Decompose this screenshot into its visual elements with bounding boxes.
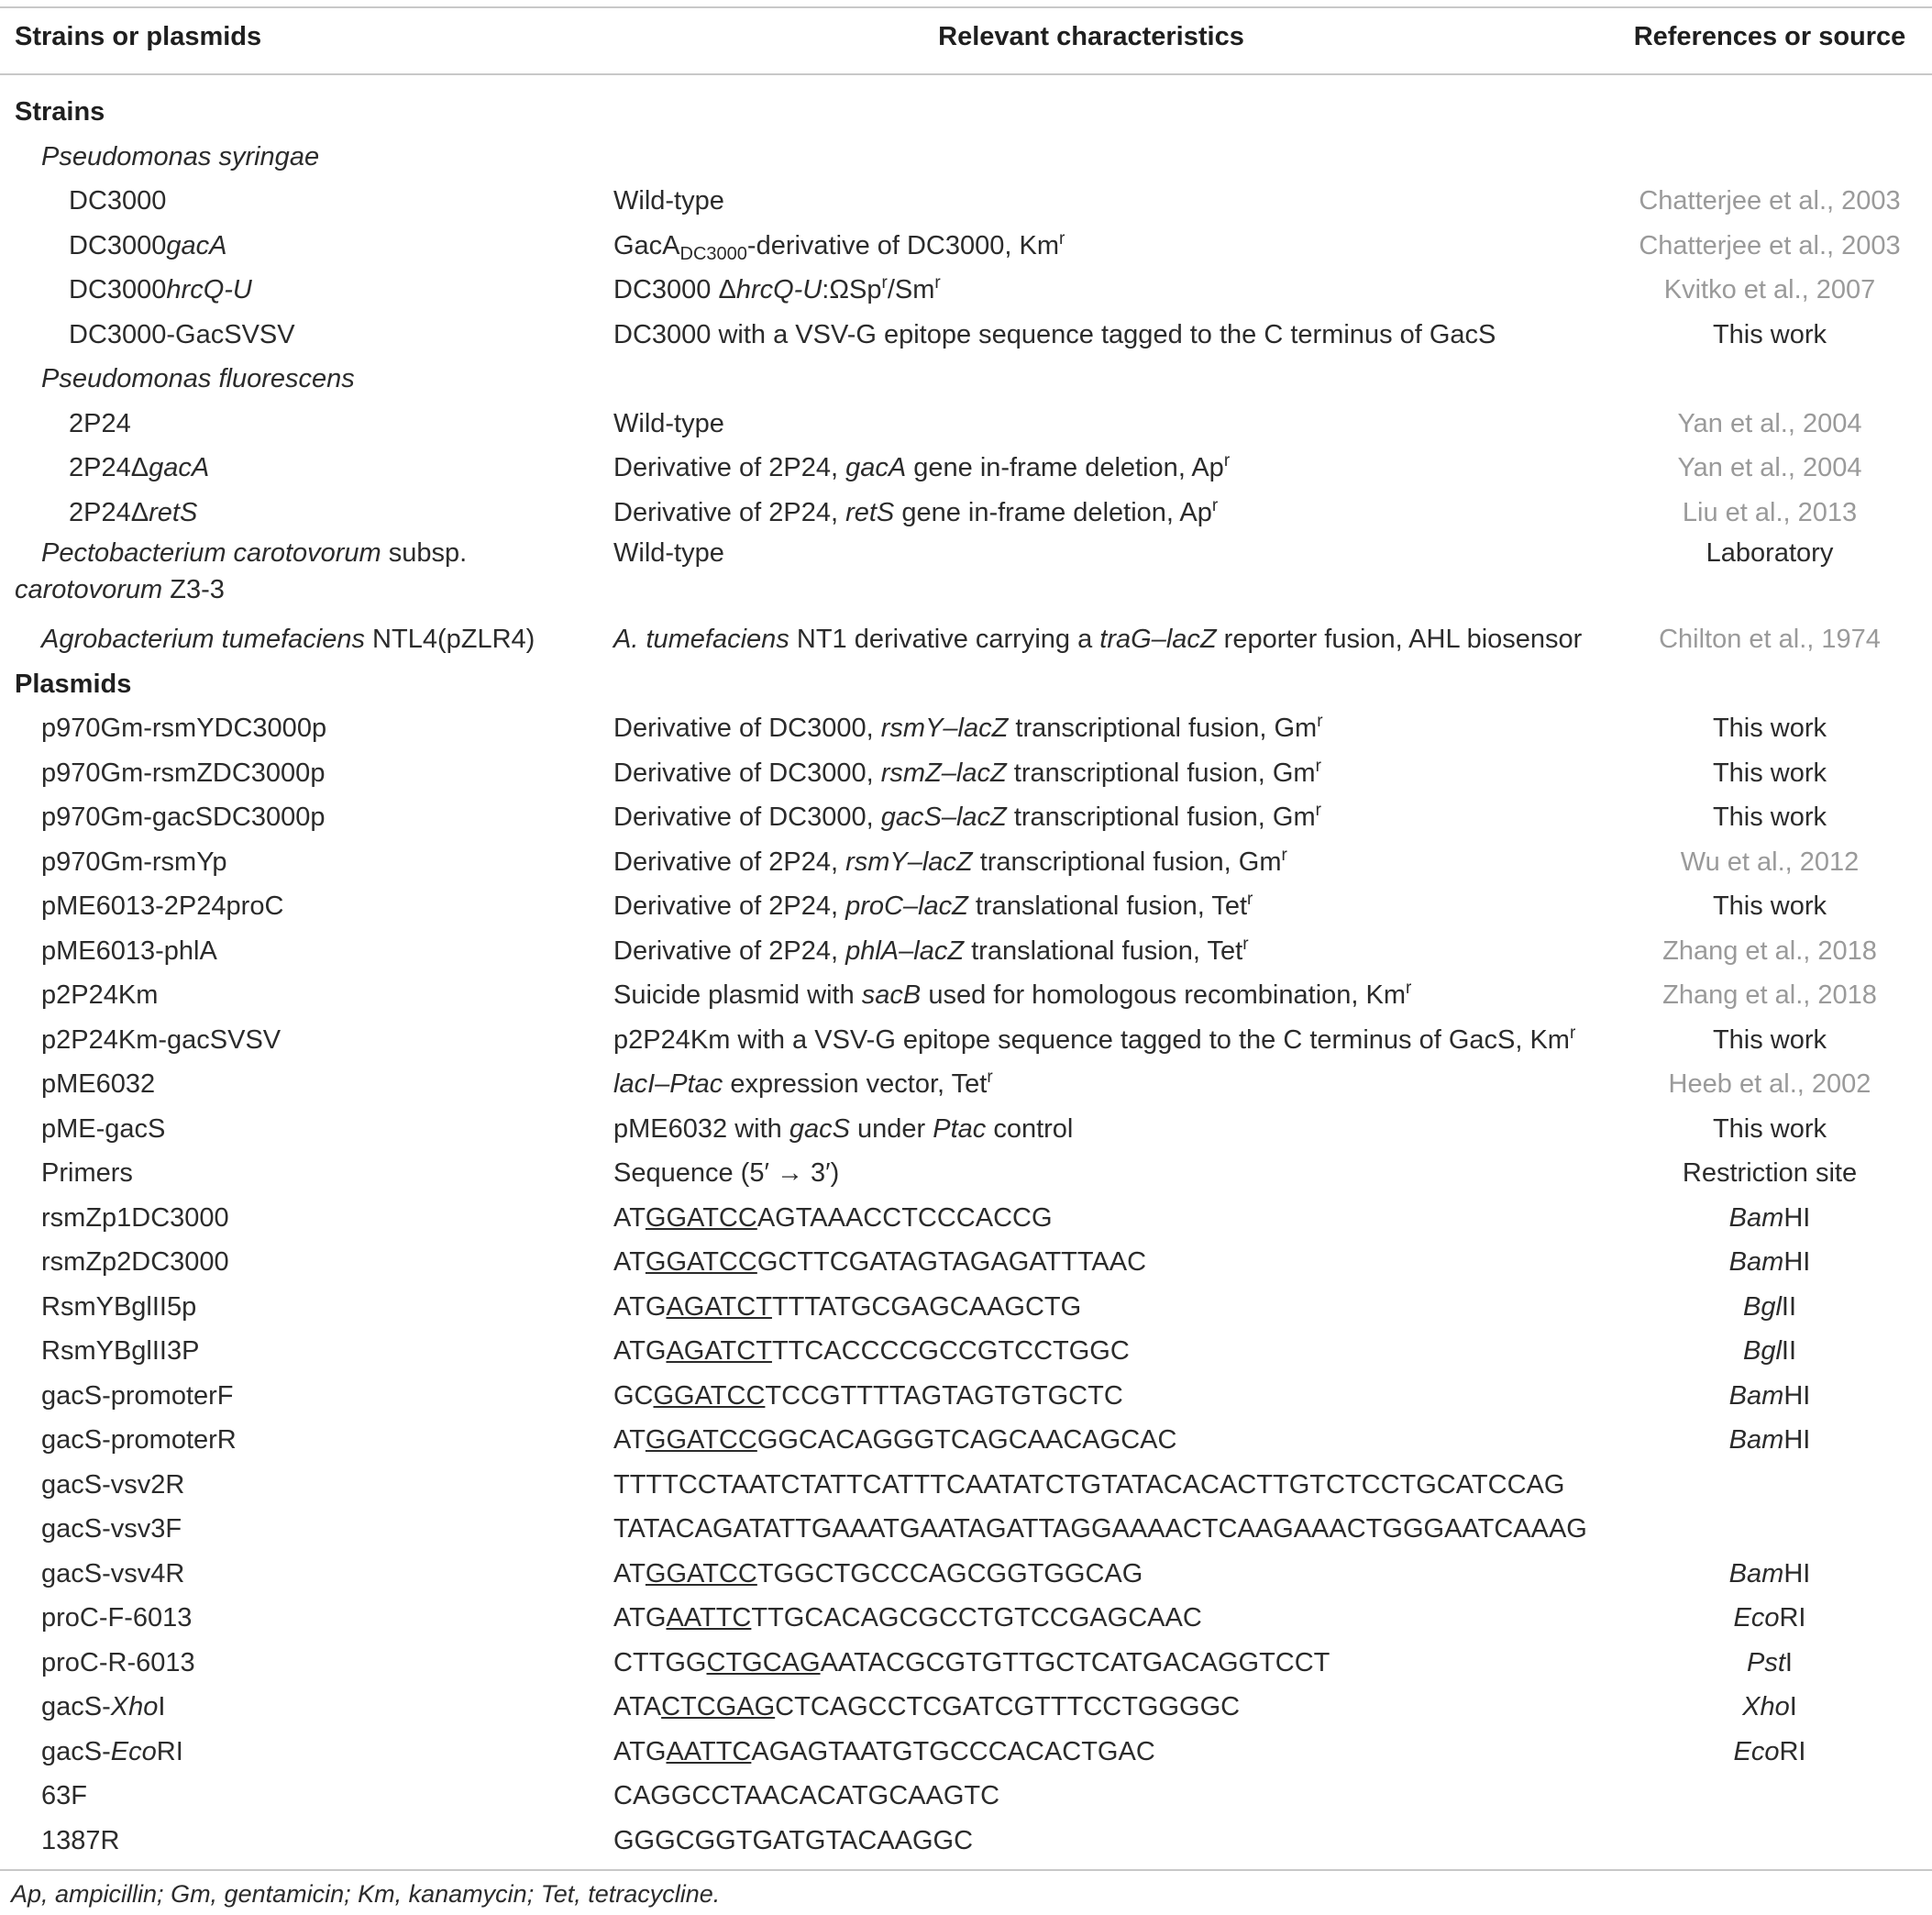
- table-row: [0, 929, 1932, 974]
- reference-cell: Zhang et al., 2018: [1662, 980, 1877, 1010]
- characteristics-cell: ATGGATCCGCTTCGATAGTAGAGATTTAAC: [613, 1247, 1147, 1277]
- reference-cell: Heeb et al., 2002: [1668, 1069, 1871, 1099]
- row-name-cell: gacS-XhoI: [41, 1692, 166, 1721]
- row-name-cell: 63F: [41, 1781, 87, 1810]
- reference-cell: Chatterjee et al., 2003: [1639, 186, 1901, 216]
- row-name-cell: Primers: [41, 1158, 133, 1188]
- reference-cell: This work: [1712, 1113, 1827, 1144]
- characteristics-cell: Sequence (5′ → 3′): [613, 1158, 840, 1188]
- characteristics-cell: p2P24Km with a VSV-G epitope sequence tagged to the C terminus of GacS, Km$^r$: [613, 1023, 1576, 1055]
- row-name-cell: p970Gm-gacSDC3000p: [41, 803, 326, 832]
- row-name-cell: gacS-EcoRI: [41, 1736, 183, 1766]
- row-name-cell: Agrobacterium tumefaciens NTL4(pZLR4): [41, 625, 535, 654]
- table-row: [0, 313, 1932, 358]
- characteristics-cell: Derivative of 2P24, gacA gene in-frame deletion, Ap$^r$: [613, 451, 1231, 482]
- reference-cell: XhoI: [1742, 1692, 1797, 1721]
- row-name-cell: pME-gacS: [41, 1113, 166, 1144]
- characteristics-cell: GGGCGGTGATGTACAAGGC: [613, 1825, 974, 1855]
- characteristics-cell: ATGGATCCGGCACAGGGTCAGCAACAGCAC: [613, 1425, 1177, 1455]
- characteristics-cell: lacI–Ptac expression vector, Tet$^r$: [613, 1068, 993, 1099]
- row-name-cell: gacS-promoterR: [41, 1425, 237, 1455]
- row-name-cell: p970Gm-rsmYDC3000p: [41, 714, 327, 743]
- reference-cell: EcoRI: [1733, 1736, 1806, 1766]
- characteristics-cell: DC3000 with a VSV-G epitope sequence tagged to the C terminus of GacS: [613, 319, 1496, 349]
- row-name-cell: 1387R: [41, 1825, 120, 1855]
- reference-cell: Wu et al., 2012: [1680, 847, 1860, 877]
- header-rule: [0, 73, 1932, 75]
- row-name-cell: gacS-vsv3F: [41, 1514, 182, 1544]
- reference-cell: BamHI: [1728, 1380, 1811, 1411]
- table-row: [0, 1329, 1932, 1374]
- characteristics-cell: ATGAGATCTTTTATGCGAGCAAGCTG: [613, 1291, 1082, 1322]
- group-heading: [0, 135, 1932, 180]
- header-references-or-source: References or source: [1633, 22, 1906, 51]
- characteristics-cell: Wild-type: [613, 408, 724, 438]
- characteristics-cell: ATGAATTCTTGCACAGCGCCTGTCCGAGCAAC: [613, 1603, 1202, 1633]
- reference-cell: BamHI: [1728, 1558, 1811, 1588]
- characteristics-cell: Wild-type: [613, 538, 724, 568]
- table-row: [0, 1774, 1932, 1819]
- table-row: [0, 1418, 1932, 1463]
- table-row: [0, 1107, 1932, 1152]
- table-row: [0, 1819, 1932, 1864]
- characteristics-cell: CTTGGCTGCAGAATACGCGTGTTGCTCATGACAGGTCCT: [613, 1647, 1330, 1677]
- row-name-cell: proC-F-6013: [41, 1603, 193, 1633]
- reference-cell: Chatterjee et al., 2003: [1639, 230, 1901, 260]
- characteristics-cell: Derivative of DC3000, rsmY–lacZ transcriptional fusion, Gm$^r$: [613, 712, 1323, 743]
- reference-cell: BglII: [1742, 1336, 1797, 1366]
- table-row: [0, 840, 1932, 885]
- footnote: Ap, ampicillin; Gm, gentamicin; Km, kanamycin; Tet, tetracycline.: [11, 1880, 721, 1908]
- section-heading: [0, 90, 1932, 135]
- row-name-cell: 2P24ΔgacA: [69, 453, 210, 482]
- table-row: [0, 973, 1932, 1018]
- table-row: [0, 1507, 1932, 1552]
- characteristics-cell: Derivative of 2P24, phlA–lacZ translational fusion, Tet$^r$: [613, 934, 1249, 966]
- row-name-cell: p2P24Km: [41, 980, 159, 1010]
- characteristics-cell: Derivative of 2P24, rsmY–lacZ transcriptional fusion, Gm$^r$: [613, 845, 1287, 877]
- characteristics-cell: ATGGATCCAGTAAACCTCCCACCG: [613, 1202, 1053, 1233]
- reference-cell: This work: [1712, 1024, 1827, 1055]
- table-row: [0, 1018, 1932, 1063]
- characteristics-cell: Derivative of 2P24, proC–lacZ translational fusion, Tet$^r$: [613, 890, 1253, 921]
- reference-cell: This work: [1712, 758, 1827, 788]
- characteristics-cell: DC3000 ΔhrcQ-U:ΩSp$^r$/Sm$^r$: [613, 273, 941, 304]
- reference-cell: PstI: [1747, 1647, 1793, 1677]
- table-row: [0, 1374, 1932, 1419]
- table-row: [0, 268, 1932, 313]
- reference-cell: Yan et al., 2004: [1677, 453, 1862, 482]
- bottom-rule: [0, 1869, 1932, 1871]
- table-row: [0, 795, 1932, 840]
- reference-cell: This work: [1712, 891, 1827, 921]
- reference-cell: Zhang et al., 2018: [1662, 935, 1877, 966]
- characteristics-cell: pME6032 with gacS under Ptac control: [613, 1113, 1074, 1144]
- reference-cell: This work: [1712, 714, 1827, 743]
- row-name-cell: Strains: [15, 97, 105, 127]
- characteristics-cell: A. tumefaciens NT1 derivative carrying a traG–lacZ reporter fusion, AHL biosensor: [613, 625, 1583, 654]
- header-relevant-characteristics: Relevant characteristics: [938, 22, 1244, 51]
- table-row: [0, 1196, 1932, 1241]
- row-name-cell: pME6013-phlA: [41, 935, 217, 966]
- row-name-cell: proC-R-6013: [41, 1647, 195, 1677]
- row-name-cell: p970Gm-rsmZDC3000p: [41, 758, 326, 788]
- table-row: [0, 491, 1932, 536]
- table-row: [0, 1285, 1932, 1330]
- characteristics-cell: Suicide plasmid with sacB used for homologous recombination, Km$^r$: [613, 979, 1412, 1010]
- row-name-cell: gacS-vsv2R: [41, 1469, 185, 1500]
- characteristics-cell: CAGGCCTAACACATGCAAGTC: [613, 1781, 1000, 1810]
- reference-cell: BamHI: [1728, 1247, 1811, 1277]
- table-row: [0, 1062, 1932, 1107]
- section-heading: [0, 662, 1932, 707]
- reference-cell: Liu et al., 2013: [1682, 497, 1858, 527]
- row-name-cell: Pectobacterium carotovorum subsp. carotovorum Z3-3: [15, 538, 468, 604]
- characteristics-cell: ATGAATTCAGAGTAATGTGCCCACACTGAC: [613, 1736, 1155, 1766]
- characteristics-cell: Derivative of 2P24, retS gene in-frame deletion, Ap$^r$: [613, 495, 1219, 527]
- row-name-cell: 2P24ΔretS: [69, 497, 198, 527]
- characteristics-cell: Wild-type: [613, 186, 724, 216]
- row-name-cell: rsmZp2DC3000: [41, 1247, 229, 1277]
- table-row: [0, 884, 1932, 929]
- row-name-cell: rsmZp1DC3000: [41, 1202, 229, 1233]
- table-row: [0, 1151, 1932, 1196]
- row-name-cell: p2P24Km-gacSVSV: [41, 1024, 282, 1055]
- row-name-cell: DC3000hrcQ-U: [69, 275, 252, 304]
- characteristics-cell: ATGGATCCTGGCTGCCCAGCGGTGGCAG: [613, 1558, 1143, 1588]
- table-row: [0, 1552, 1932, 1597]
- table-row: [0, 1463, 1932, 1508]
- table-row: [0, 1685, 1932, 1730]
- reference-cell: Kvitko et al., 2007: [1663, 275, 1876, 304]
- table-row: [0, 224, 1932, 269]
- row-name-cell: 2P24: [69, 408, 131, 438]
- table-row: [0, 1641, 1932, 1686]
- table-row: [0, 179, 1932, 224]
- top-rule: [0, 6, 1932, 8]
- table-row: [0, 751, 1932, 796]
- row-name-cell: RsmYBglII5p: [41, 1291, 197, 1322]
- characteristics-cell: ATGAGATCTTTCACCCCGCCGTCCTGGC: [613, 1336, 1130, 1366]
- reference-cell: BamHI: [1728, 1202, 1811, 1233]
- table-row: [0, 706, 1932, 751]
- table-row: [0, 617, 1932, 662]
- row-name-cell: DC3000: [69, 186, 167, 216]
- characteristics-cell: Derivative of DC3000, gacS–lacZ transcriptional fusion, Gm$^r$: [613, 801, 1321, 832]
- table-row: [0, 1596, 1932, 1641]
- table-row: [0, 1240, 1932, 1285]
- row-name-cell: Pseudomonas syringae: [41, 141, 320, 172]
- reference-cell: This work: [1712, 319, 1827, 349]
- table-row: [0, 535, 1932, 617]
- table-row: [0, 1730, 1932, 1775]
- row-name-cell: DC3000gacA: [69, 230, 227, 260]
- characteristics-cell: Derivative of DC3000, rsmZ–lacZ transcriptional fusion, Gm$^r$: [613, 756, 1321, 788]
- reference-cell: Laboratory: [1706, 538, 1834, 568]
- characteristics-cell: GacA$_{DC3000}$-derivative of DC3000, Km$^r$: [613, 228, 1065, 264]
- reference-cell: Restriction site: [1682, 1158, 1858, 1188]
- reference-cell: This work: [1712, 803, 1827, 832]
- reference-cell: Chilton et al., 1974: [1659, 625, 1881, 654]
- group-heading: [0, 357, 1932, 402]
- table-row: [0, 446, 1932, 491]
- row-name-cell: pME6032: [41, 1069, 156, 1099]
- row-name-cell: DC3000-GacSVSV: [69, 319, 295, 349]
- reference-cell: BglII: [1742, 1291, 1797, 1322]
- characteristics-cell: TTTTCCTAATCTATTCATTTCAATATCTGTATACACACTTGTCTCCTGCATCCAG: [613, 1469, 1565, 1500]
- row-name-cell: gacS-vsv4R: [41, 1558, 185, 1588]
- row-name-cell: Plasmids: [15, 669, 132, 699]
- table-row: [0, 402, 1932, 447]
- characteristics-cell: ATACTCGAGCTCAGCCTCGATCGTTTCCTGGGGC: [613, 1692, 1241, 1721]
- row-name-cell: pME6013-2P24proC: [41, 891, 284, 921]
- row-name-cell: Pseudomonas fluorescens: [41, 364, 355, 393]
- reference-cell: BamHI: [1728, 1425, 1811, 1455]
- header-strains-or-plasmids: Strains or plasmids: [15, 22, 262, 51]
- row-name-cell: gacS-promoterF: [41, 1380, 234, 1411]
- row-name-cell: RsmYBglII3P: [41, 1336, 200, 1366]
- row-name-cell: p970Gm-rsmYp: [41, 847, 227, 877]
- reference-cell: Yan et al., 2004: [1677, 408, 1862, 438]
- reference-cell: EcoRI: [1733, 1603, 1806, 1633]
- characteristics-cell: GCGGATCCTCCGTTTTAGTAGTGTGCTC: [613, 1380, 1123, 1411]
- characteristics-cell: TATACAGATATTGAAATGAATAGATTAGGAAAACTCAAGAAACTGGGAATCAAAG: [613, 1514, 1587, 1544]
